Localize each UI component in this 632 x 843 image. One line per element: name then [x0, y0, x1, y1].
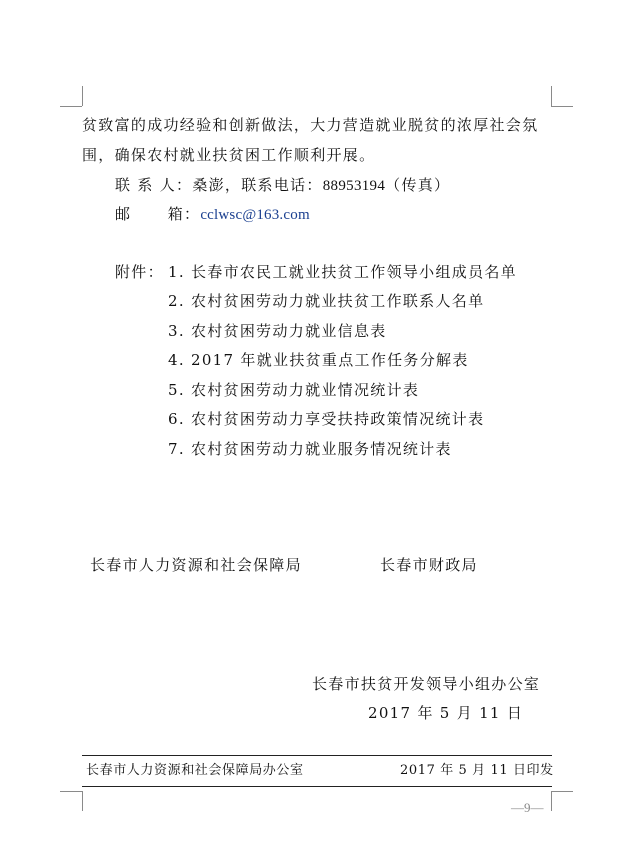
contact-label: 联 系 人：桑澎，联系电话： — [115, 176, 323, 194]
footer-rule-bottom — [82, 786, 552, 787]
contact-line — [115, 175, 450, 196]
corner-mark-top-right-vertical — [551, 86, 552, 106]
attachment-item: 7. 农村贫困劳动力就业服务情况统计表 — [168, 440, 452, 458]
attachment-item: 2. 农村贫困劳动力就业扶贫工作联系人名单 — [168, 292, 485, 310]
paragraph-line: 贫致富的成功经验和创新做法，大力营造就业脱贫的浓厚社会氛 — [82, 116, 539, 134]
email-link[interactable]: cclwsc@163.com — [200, 207, 310, 223]
attachment-item: 3. 农村贫困劳动力就业信息表 — [168, 322, 387, 340]
corner-mark-bottom-right-vertical — [551, 791, 552, 811]
corner-mark-top-left-vertical — [82, 86, 83, 106]
corner-mark-bottom-left — [60, 791, 82, 792]
signature-right: 长春市财政局 — [380, 556, 478, 574]
attachment-item: 4. 2017 年就业扶贫重点工作任务分解表 — [168, 351, 469, 369]
corner-mark-bottom-left-vertical — [82, 791, 83, 811]
email-line — [115, 204, 310, 225]
footer-printed-date: 2017 年 5 月 11 日印发 — [400, 763, 554, 778]
signature-left: 长春市人力资源和社会保障局 — [90, 556, 302, 574]
attachments-label: 附件： — [115, 263, 164, 281]
corner-mark-top-right — [551, 106, 573, 107]
signature-office: 长春市扶贫开发领导小组办公室 — [312, 675, 541, 693]
attachment-item: 1. 长春市农民工就业扶贫工作领导小组成员名单 — [168, 263, 517, 281]
page-number: —9— — [511, 800, 544, 815]
contact-fax-note: （传真） — [385, 176, 451, 194]
corner-mark-bottom-right — [551, 791, 573, 792]
email-label: 邮 箱： — [115, 205, 201, 223]
paragraph-line: 围，确保农村就业扶贫困工作顺利开展。 — [82, 146, 376, 164]
attachment-item: 6. 农村贫困劳动力享受扶持政策情况统计表 — [168, 410, 485, 428]
footer-rule-top — [82, 755, 552, 756]
corner-mark-top-left — [60, 106, 82, 107]
signature-date: 2017 年 5 月 11 日 — [368, 704, 524, 722]
contact-phone: 88953194 — [322, 178, 386, 194]
footer-issuer: 长春市人力资源和社会保障局办公室 — [86, 763, 304, 778]
attachment-item: 5. 农村贫困劳动力就业情况统计表 — [168, 381, 420, 399]
